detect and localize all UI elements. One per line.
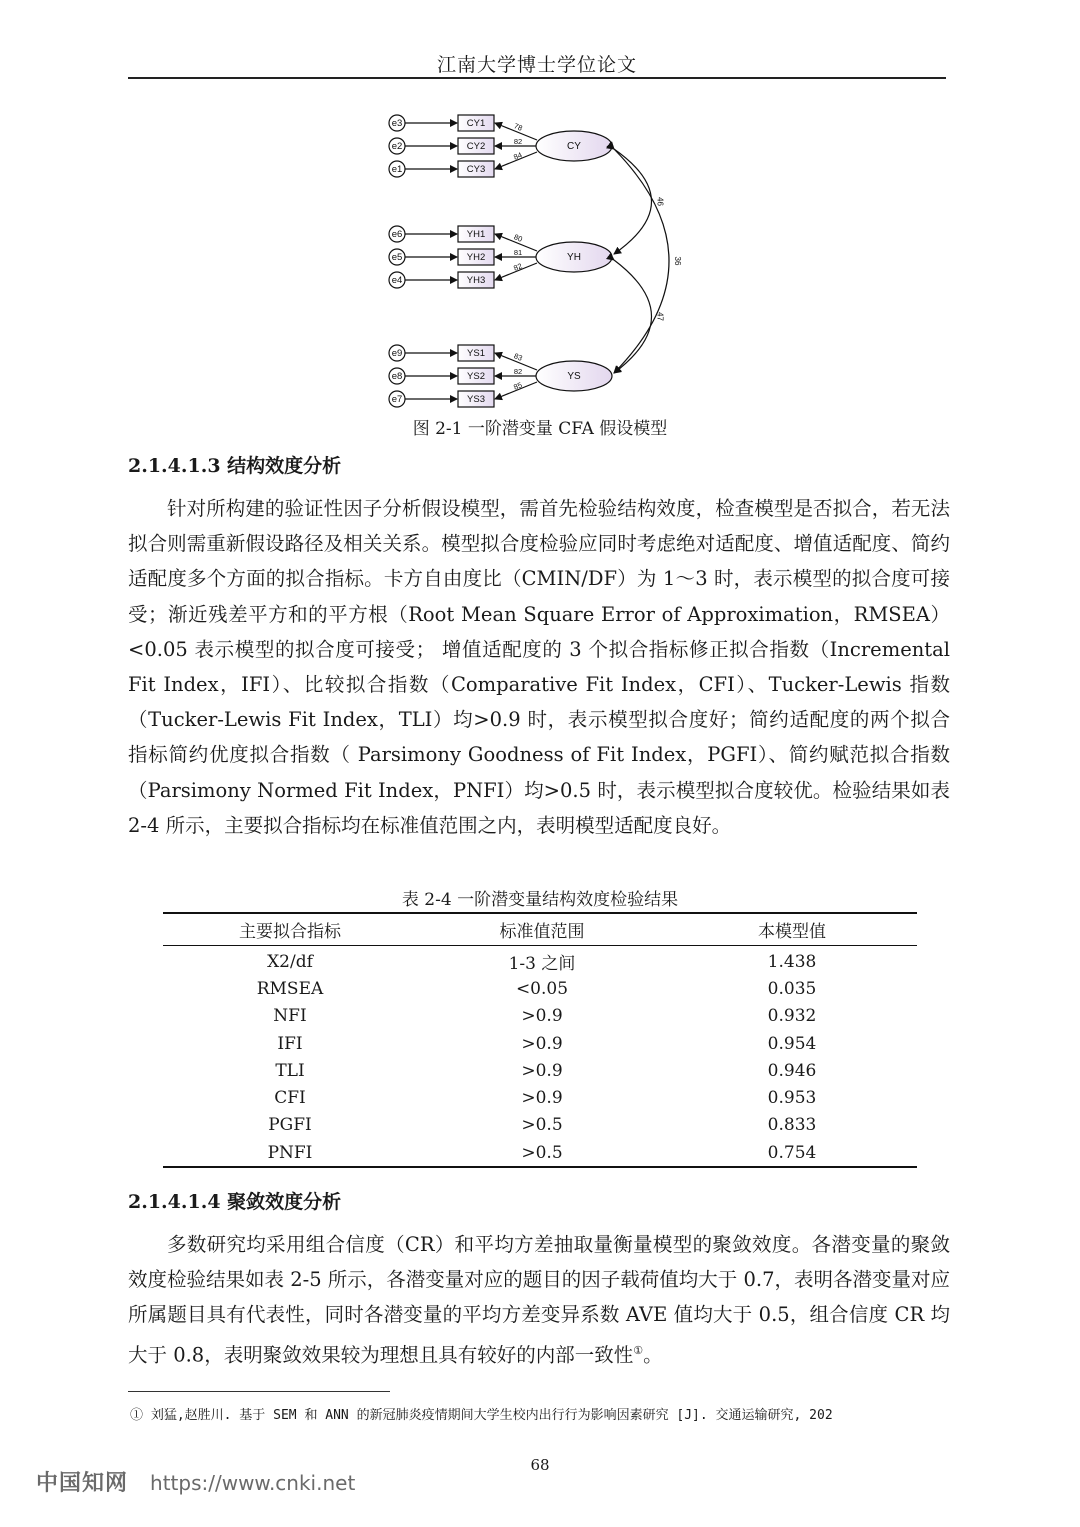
error-label: e3 <box>391 118 403 130</box>
table-row <box>163 1003 917 1030</box>
cell-value: 1.438 <box>767 951 817 972</box>
cell-index: RMSEA <box>256 978 324 999</box>
cell-standard: >0.5 <box>521 1115 563 1136</box>
footnote-rule <box>128 1391 390 1392</box>
header-rule <box>128 77 946 79</box>
section-heading-convergent-validity: 2.1.4.1.4 聚敛效度分析 <box>128 1191 342 1213</box>
latent-label: CY <box>567 141 581 153</box>
header-cell: 标准值范围 <box>499 922 585 942</box>
observed-label: CY1 <box>466 118 486 130</box>
observed-label: YH2 <box>466 252 486 264</box>
observed-label: YH3 <box>466 275 486 287</box>
observed-label: YS3 <box>467 394 485 406</box>
error-label: e6 <box>391 229 403 241</box>
cell-standard: >0.9 <box>521 1006 563 1027</box>
section-heading-structural-validity: 2.1.4.1.3 结构效度分析 <box>128 455 342 477</box>
error-label: e2 <box>391 141 403 153</box>
error-label: e7 <box>391 394 403 406</box>
cnki-logo: 中国知网 <box>36 1471 129 1496</box>
header-cell: 主要拟合指标 <box>239 922 341 942</box>
loading-label: 84 <box>512 150 524 162</box>
cell-index: PGFI <box>268 1115 312 1136</box>
table-row <box>163 1112 917 1139</box>
paragraph-structural-validity <box>128 491 950 843</box>
cell-standard: >0.9 <box>521 1060 563 1081</box>
footnote: ① 刘猛,赵胜川. 基于 SEM 和 ANN 的新冠肺炎疫情期间大学生校内出行行为影响因素研究 [J]. 交通运输研究, 202 <box>130 1408 833 1423</box>
error-label: e4 <box>391 275 403 287</box>
table-row <box>163 948 917 975</box>
loading-label: 80 <box>512 232 524 244</box>
figure-caption: 图 2-1 一阶潜变量 CFA 假设模型 <box>412 419 668 439</box>
loading-label: 78 <box>512 121 524 133</box>
error-label: e8 <box>391 371 403 383</box>
cell-value: 0.953 <box>767 1088 817 1109</box>
cfa-model-diagram <box>380 105 700 410</box>
loading-label: 82 <box>512 261 524 273</box>
correlation-path <box>614 149 669 373</box>
correlation-path <box>614 260 652 373</box>
page-number: 68 <box>530 1456 550 1474</box>
table-row <box>163 1084 917 1111</box>
error-label: e9 <box>391 348 403 360</box>
cell-value: 0.035 <box>767 978 817 999</box>
cell-value: 0.833 <box>767 1115 817 1136</box>
observed-label: YS2 <box>467 371 485 383</box>
latent-label: YH <box>567 252 581 264</box>
header-cell: 本模型值 <box>758 922 826 942</box>
paragraph-text: 多数研究均采用组合信度（CR）和平均方差抽取量衡量模型的聚敛效度。各潜变量的聚敛效度检验结果如表 2-5 所示，各潜变量对应的题目的因子载荷值均大于 0.7，表明各潜变量对应所属题目具有代表性，同时各潜变量的平均方差变异系数 AVE 值均大于 0.5，组合信度 CR 均大于 0.8，表明聚敛效果较为理想且具有较好的内部一致性 <box>128 1233 951 1367</box>
observed-label: CY3 <box>466 164 486 176</box>
cell-standard: >0.9 <box>521 1033 563 1054</box>
table-caption: 表 2-4 一阶潜变量结构效度检验结果 <box>401 890 679 910</box>
table-row <box>163 975 917 1002</box>
fit-index-table <box>163 912 917 1168</box>
cell-value: 0.946 <box>767 1060 817 1081</box>
footnote-marker[interactable]: ① <box>633 1343 644 1357</box>
loading-label: 82 <box>513 366 523 376</box>
loading-label: 85 <box>512 380 524 392</box>
cell-value: 0.754 <box>767 1142 817 1163</box>
paragraph-end: 。 <box>643 1343 663 1367</box>
cell-index: CFI <box>274 1088 306 1109</box>
correlation-label: 47 <box>655 312 665 321</box>
cell-standard: 1-3 之间 <box>508 954 576 975</box>
cell-value: 0.932 <box>767 1006 817 1027</box>
table-row <box>163 1057 917 1084</box>
cell-index: PNFI <box>267 1142 313 1163</box>
table-header-row <box>163 914 917 946</box>
cnki-watermark <box>36 1466 355 1497</box>
running-header: 江南大学博士学位论文 <box>436 54 637 76</box>
paragraph-convergent-validity <box>128 1227 950 1372</box>
loading-label: 81 <box>513 247 523 257</box>
table-row <box>163 1139 917 1166</box>
correlation-label: 46 <box>655 197 665 206</box>
error-label: e1 <box>391 164 403 176</box>
cell-standard: >0.5 <box>521 1142 563 1163</box>
observed-label: YH1 <box>466 229 486 241</box>
latent-label: YS <box>567 371 581 383</box>
loading-label: 83 <box>512 351 524 363</box>
observed-label: CY2 <box>466 141 486 153</box>
cell-standard: >0.9 <box>521 1088 563 1109</box>
error-label: e5 <box>391 252 403 264</box>
loading-label: 82 <box>513 136 523 146</box>
correlation-path <box>614 149 652 254</box>
cell-value: 0.954 <box>767 1033 817 1054</box>
observed-label: YS1 <box>467 348 485 360</box>
cell-standard: <0.05 <box>515 978 569 999</box>
correlation-label: 36 <box>672 256 682 266</box>
cell-index: TLI <box>275 1060 305 1081</box>
cell-index: X2/df <box>267 951 313 972</box>
cell-index: IFI <box>277 1033 303 1054</box>
cell-index: NFI <box>273 1006 307 1027</box>
cnki-url[interactable]: https://www.cnki.net <box>150 1471 356 1495</box>
table-row <box>163 1030 917 1057</box>
paragraph-text: 针对所构建的验证性因子分析假设模型，需首先检验结构效度，检查模型是否拟合，若无法拟合则需重新假设路径及相关关系。模型拟合度检验应同时考虑绝对适配度、增值适配度、简约适配度多个方面的拟合指标。卡方自由度比（CMIN/DF）为 1～3 时，表示模型的拟合度可接受；渐近残差平方和的平方根（Root Mean Square Error of Approximation，RMSEA）<0.05 表示模型的拟合度可接受； 增值适配度的 3 个拟合指标修正拟合指数（Incremental Fit Index，IFI）、比较拟合指数（Comparative Fit Index，CFI）、Tucker-Lewis 指数（Tucker-Lewis Fit Index，TLI）均>0.9 时，表示模型拟合度好；简约适配度的两个拟合指标简约优度拟合指数（ Parsimony Goodness of Fit Index，PGFI）、简约赋范拟合指数（Parsimony Normed Fit Index，PNFI）均>0.5 时，表示模型拟合度较优。检验结果如表 2-4 所示，主要拟合指标均在标准值范围之内，表明模型适配度良好。 <box>128 497 950 837</box>
